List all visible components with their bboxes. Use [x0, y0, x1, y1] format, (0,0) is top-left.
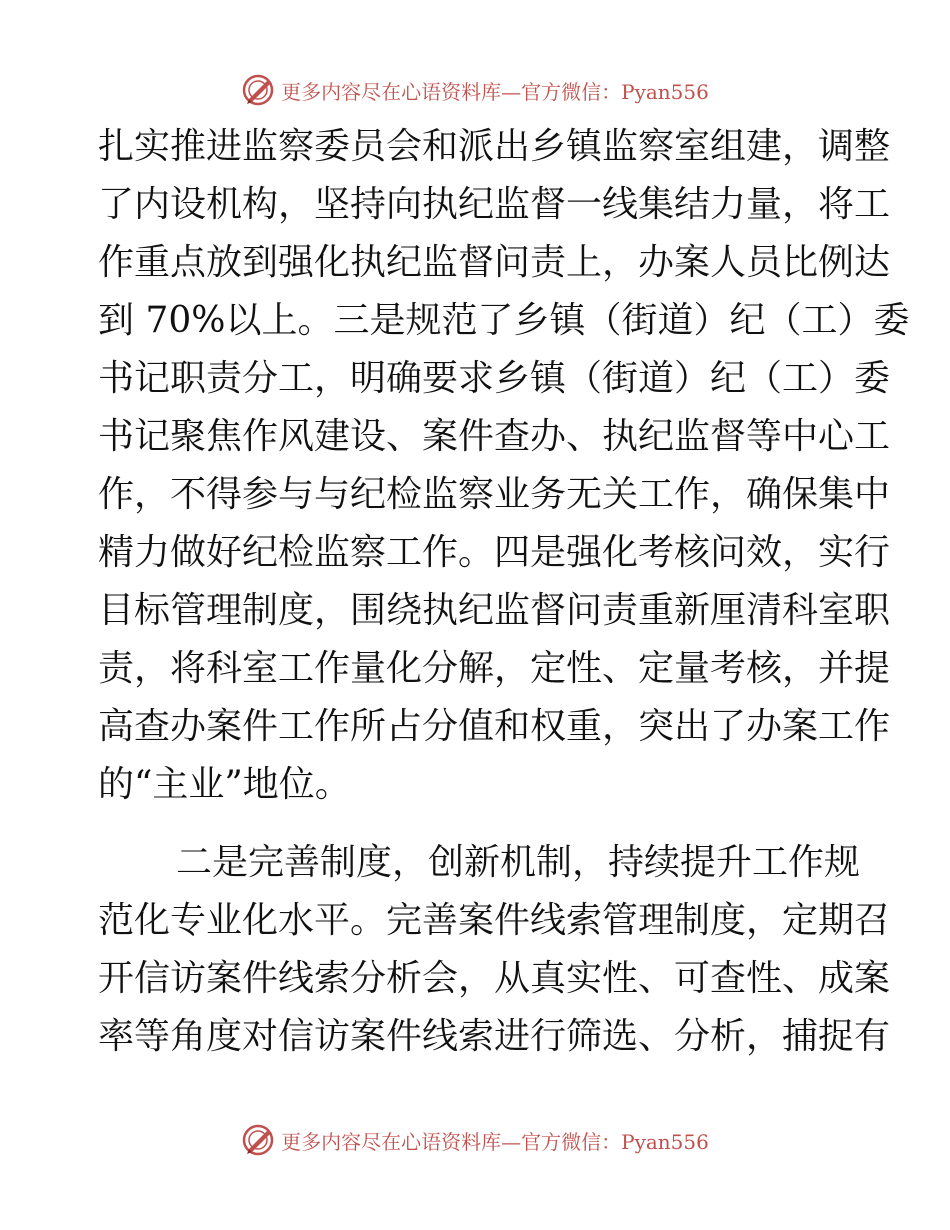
header-banner: [0, 68, 950, 112]
text-line: 了内设机构，坚持向执纪监督一线集结力量，将工: [98, 184, 891, 225]
text-line: 率等角度对信访案件线索进行筛选、分析，捕捉有: [98, 1016, 891, 1057]
text-line: 作，不得参与与纪检监察业务无关工作，确保集中: [98, 474, 891, 515]
header-banner-text: 更多内容尽在心语资料库—官方微信：Pyan556: [281, 79, 709, 104]
text-line: 高查办案件工作所占分值和权重，突出了办案工作: [98, 706, 891, 747]
text-line: 责，将科室工作量化分解，定性、定量考核，并提: [98, 648, 891, 689]
text-line: 扎实推进监察委员会和派出乡镇监察室组建，调整: [98, 126, 891, 167]
footer-banner: [0, 1118, 950, 1162]
text-line: 目标管理制度，围绕执纪监督问责重新厘清科室职: [98, 590, 891, 631]
text-line: 书记职责分工，明确要求乡镇（街道）纪（工）委: [98, 358, 891, 399]
text-line: 精力做好纪检监察工作。四是强化考核问效，实行: [98, 532, 891, 573]
text-line: 的“主业”地位。: [98, 764, 351, 805]
text-line: 到 70%以上。三是规范了乡镇（街道）纪（工）委: [98, 300, 910, 341]
document-body: [98, 118, 910, 1066]
pen-seal-icon: [241, 1123, 275, 1157]
footer-banner-text: 更多内容尽在心语资料库—官方微信：Pyan556: [281, 1129, 709, 1154]
pen-seal-icon: [241, 73, 275, 107]
paragraph-spacer: [98, 814, 852, 834]
paragraph-2: [98, 834, 891, 1066]
text-line: 开信访案件线索分析会，从真实性、可查性、成案: [98, 958, 891, 999]
text-line: 二是完善制度，创新机制，持续提升工作规: [176, 842, 861, 883]
text-line: 书记聚焦作风建设、案件查办、执纪监督等中心工: [98, 416, 891, 457]
paragraph-1: [98, 118, 910, 814]
text-line: 范化专业化水平。完善案件线索管理制度，定期召: [98, 900, 891, 941]
text-line: 作重点放到强化执纪监督问责上，办案人员比例达: [98, 242, 891, 283]
